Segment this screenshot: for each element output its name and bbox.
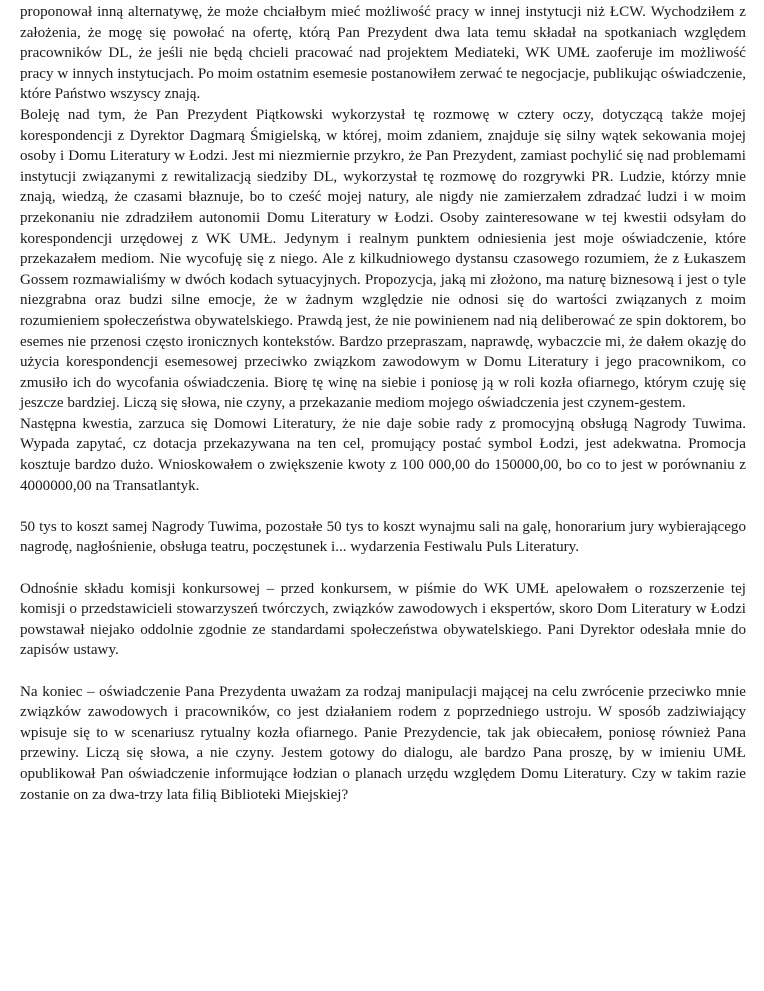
paragraph-spacer xyxy=(20,558,746,579)
paragraph-closing-statement: Na koniec – oświadczenie Pana Prezydenta uważam za rodzaj manipulacji mającej na celu zwrócenie przeciwko mnie związków zawodowych i pracowników, co jest działaniem rodem z poprzedniego ustroju. W sposób zadziwiający wpisuje się to w scenariusz rytualny kozła ofiarnego. Panie Prezydencie, tak jak obiecałem, poniosę również Pana przewiny. Liczą się słowa, a nie czyny. Jestem gotowy do dialogu, ale bardzo Pana proszę, by w imieniu UMŁ opublikował Pan oświadczenie informujące łodzian o planach urzędu względem Domu Literatury. Czy w takim razie zostanie on za dwa-trzy lata filią Biblioteki Miejskiej? xyxy=(20,683,746,803)
paragraph-alternative-offer: proponował inną alternatywę, że może chciałbym mieć możliwość pracy w innej instytucji niż ŁCW. Wychodziłem z założenia, że mogę się powołać na ofertę, którą Pan Prezydent dwa lata temu składał na spotkaniach względem pracowników DL, że jeśli nie będą chcieli pracować nad projektem Mediateki, WK UMŁ zaoferuje im możliwość pracy w innych instytucjach. Po moim ostatnim esemesie postanowiłem zerwać te negocjacje, publikując oświadczenie, które Państwo wszyscy znają. xyxy=(20,4,746,103)
paragraph-competition-committee: Odnośnie składu komisji konkursowej – przed konkursem, w piśmie do WK UMŁ apelowałem o rozszerzenie tej komisji o przedstawicieli stowarzyszeń twórczych, związków zawodowych i ekspertów, skoro Dom Literatury w Łodzi powstawał niejako oddolnie zgodnie ze standardami społeczeństwa obywatelskiego. Pani Dyrektor odesłała mnie do zapisów ustawy. xyxy=(20,580,746,659)
paragraph-spacer xyxy=(20,661,746,682)
paragraph-regret-conversation: Boleję nad tym, że Pan Prezydent Piątkowski wykorzystał tę rozmowę w cztery oczy, dotyczącą także mojej korespondencji z Dyrektor Dagmarą Śmigielską, w której, moim zdaniem, znajduje się silny wątek sekowania mojej osoby i Domu Literatury w Łodzi. Jest mi niezmiernie przykro, że Pan Prezydent, zamiast pochylić się nad problemami instytucji związanymi z rewitalizacją siedziby DL, wykorzystał tę rozmowę do rozgrywki PR. Ludzie, którzy mnie znają, wiedzą, że czasami błaznuje, bo to cześć mojej natury, ale nigdy nie zamierzałem zdradzać ludzi i w moim przekonaniu nie zdradziłem autonomii Domu Literatury w Łodzi. Osoby zainteresowane w tej kwestii odsyłam do korespondencji urzędowej z WK UMŁ. Jedynym i realnym punktem odniesienia jest moje oświadczenie, które przekazałem mediom. Nie wycofuję się z niego. Ale z kilkudniowego dystansu czasowego rozumiem, że z Łukaszem Gossem rozmawialiśmy w dwóch kodach sytuacyjnych. Propozycja, jaką mi złożono, ma naturę biznesową i jest o tyle niezgrabna oraz budzi silne emocje, że w żadnym względzie nie odnosi się do wartości związanych z moim rozumieniem społeczeństwa obywatelskiego. Prawdą jest, że nie powinienem nad nią deliberować ze spin doktorem, bo esemes nie przenosi często ironicznych kontekstów. Bardzo przepraszam, naprawdę, wybaczcie mi, że dałem okazję do użycia korespondencji esemesowej przeciwko związkom zawodowym w Domu Literatury i jego pracownikom, co zmusiło ich do wycofania oświadczenia. Biorę tę winę na siebie i poniosę ją w roli kozła ofiarnego, którym czuję się jeszcze bardziej. Liczą się słowa, nie czyny, a przekazanie mediom mojego oświadczenia jest czynem-gestem. xyxy=(20,106,746,412)
paragraph-tuwim-prize-promotion: Następna kwestia, zarzuca się Domowi Literatury, że nie daje sobie rady z promocyjną obsługą Nagrody Tuwima. Wypada zapytać, cz dotacja przekazywana na ten cel, promujący postać symbol Łodzi, jest adekwatna. Promocja kosztuje bardzo dużo. Wnioskowałem o zwiększenie kwoty z 100 000,00 do 150000,00, bo co to jest w porównaniu z 4000000,00 na Transatlantyk. xyxy=(20,415,746,494)
paragraph-prize-costs: 50 tys to koszt samej Nagrody Tuwima, pozostałe 50 tys to koszt wynajmu sali na galę, honorarium jury wybierającego nagrodę, nagłośnienie, obsługa teatru, poczęstunek i... wydarzenia Festiwalu Puls Literatury. xyxy=(20,518,746,556)
paragraph-spacer xyxy=(20,496,746,517)
